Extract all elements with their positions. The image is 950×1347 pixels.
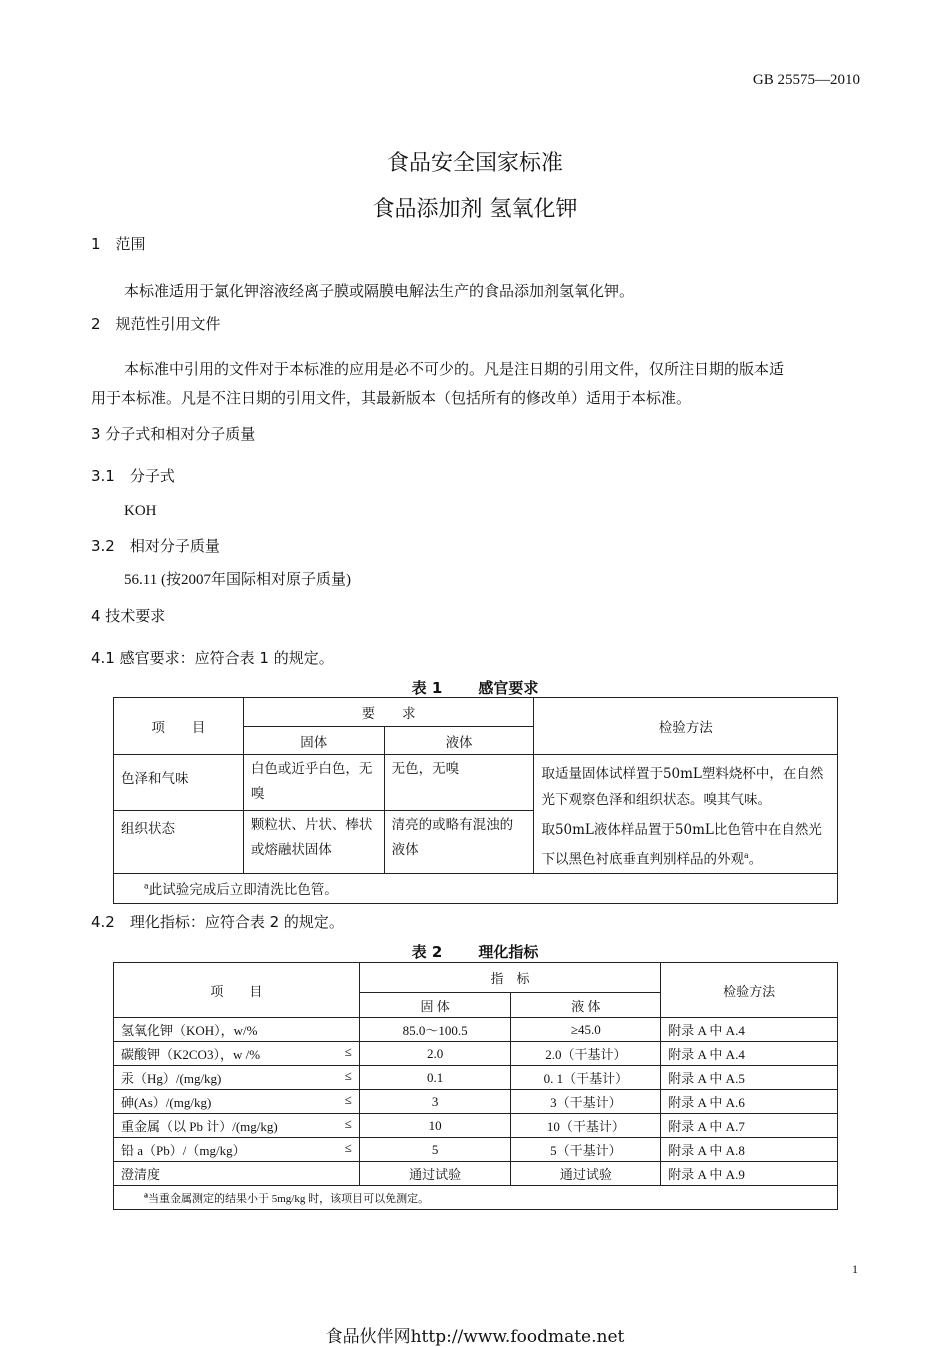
row-liquid: 10（干基计） [511,1114,661,1138]
row-item-cell [114,1138,360,1162]
lteq-sign: ≤ [344,1068,352,1083]
section-1-heading: 1 范围 [91,235,146,253]
table-1-method-solid: 取适量固体试样置于50mL塑料烧杯中，在自然光下观察色泽和组织状态。嗅其气味。 [541,766,824,808]
table-1-row1-item: 色泽和气味 [114,755,244,811]
table-row [114,1138,838,1162]
row-item-cell [114,1042,360,1066]
row-solid: 0.1 [359,1066,511,1090]
row-item-cell [114,1114,360,1138]
table-1-row1-solid: 白色或近乎白色，无嗅 [243,755,384,811]
table-1-caption [0,677,950,698]
table-1-header-solid: 固体 [243,727,384,755]
section-2-heading: 2 规范性引用文件 [91,315,221,333]
table-row [114,1162,838,1186]
row-item: 重金属（以 Pb 计）/(mg/kg) [121,1119,278,1134]
row-solid: 5 [359,1138,511,1162]
table-row [114,1114,838,1138]
section-4-1-heading: 4.1 感官要求：应符合表 1 的规定。 [91,649,334,667]
lteq-sign: ≤ [344,1116,352,1131]
table-2-footnote [114,1186,838,1210]
table-row [114,1066,838,1090]
section-3-1-heading: 3.1 分子式 [91,467,175,485]
row-method: 附录 A 中 A.6 [661,1090,838,1114]
table-1-header-item: 项 目 [114,698,244,755]
section-3-2-heading: 3.2 相对分子质量 [91,537,220,555]
row-liquid: ≥45.0 [511,1018,661,1042]
table-2-footnote-mark: a [144,1189,148,1199]
table-2-footnote-text: 当重金属测定的结果小于 5mg/kg 时，该项目可以免测定。 [148,1192,430,1205]
table-sensory-requirements [113,697,838,904]
table-1-row2-solid: 颗粒状、片状、棒状或熔融状固体 [243,811,384,873]
table-2-title: 理化指标 [478,943,539,961]
lteq-sign: ≤ [344,1044,352,1059]
table-1-title: 感官要求 [478,679,539,697]
row-method: 附录 A 中 A.4 [661,1018,838,1042]
table-1-footnote-text: 此试验完成后立即清洗比色管。 [148,882,338,898]
page-number: 1 [852,1262,858,1276]
table-1-number: 表 1 [411,679,443,697]
row-solid: 3 [359,1090,511,1114]
lteq-sign: ≤ [344,1140,352,1155]
table-2-caption [0,941,950,962]
table-1-footnote-mark: a [144,881,149,891]
table-2-header-solid: 固 体 [359,993,511,1018]
table-2-number: 表 2 [411,943,443,961]
row-liquid: 通过试验 [511,1162,661,1186]
section-3-heading: 3 分子式和相对分子质量 [91,425,256,443]
row-liquid: 0. 1（干基计） [511,1066,661,1090]
row-liquid: 2.0（干基计） [511,1042,661,1066]
row-item-cell [114,1090,360,1114]
row-item: 碳酸钾（K2CO3），w /% [121,1047,261,1062]
table-2-header-item: 项 目 [114,963,360,1018]
table-1-row1-liquid: 无色，无嗅 [384,755,534,811]
section-4-heading: 4 技术要求 [91,607,166,625]
document-subtitle: 食品添加剂 氢氧化钾 [372,197,578,222]
table-row [114,1042,838,1066]
table-2-header-liquid: 液 体 [511,993,661,1018]
table-physicochemical-indices [113,962,838,1210]
molecular-mass: 56.11 (按2007年国际相对原子质量) [124,572,351,588]
table-1-header-method: 检验方法 [534,698,838,755]
row-solid: 10 [359,1114,511,1138]
table-1-method-footnote-mark: a [743,851,749,860]
table-row [114,1018,838,1042]
row-item: 汞（Hg）/(mg/kg) [121,1071,222,1086]
table-2-header-index: 指 标 [359,963,661,993]
row-liquid: 5（干基计） [511,1138,661,1162]
document-title: 食品安全国家标准 [386,151,563,176]
standard-number: GB 25575—2010 [752,72,860,88]
section-2-text-line2: 用于本标准。凡是不注日期的引用文件，其最新版本（包括所有的修改单）适用于本标准。 [91,389,692,407]
section-4-2-heading: 4.2 理化指标：应符合表 2 的规定。 [91,913,344,931]
table-row [114,1090,838,1114]
row-item: 铅 a（Pb）/（mg/kg） [121,1143,246,1158]
row-method: 附录 A 中 A.7 [661,1114,838,1138]
table-1-header-requirement: 要 求 [243,698,534,727]
watermark-text: 食品伙伴网http://www.foodmate.net [325,1327,625,1347]
table-1-row2-item: 组织状态 [114,811,244,873]
row-method: 附录 A 中 A.8 [661,1138,838,1162]
row-solid: 2.0 [359,1042,511,1066]
table-1-footnote [114,873,838,903]
row-item: 氢氧化钾（KOH），w/% [114,1018,360,1042]
row-method: 附录 A 中 A.9 [661,1162,838,1186]
lteq-sign: ≤ [344,1092,352,1107]
row-item: 澄清度 [114,1162,360,1186]
row-item-cell [114,1066,360,1090]
row-solid: 85.0～100.5 [359,1018,511,1042]
row-solid: 通过试验 [359,1162,511,1186]
table-2-header-method: 检验方法 [661,963,838,1018]
row-method: 附录 A 中 A.4 [661,1042,838,1066]
row-item: 砷(As）/(mg/kg) [121,1095,212,1110]
table-1-method-liquid: 取50mL液体样品置于50mL比色管中在自然光下以黑色衬底垂直判别样品的外观 [541,822,822,868]
table-1-row2-liquid: 清亮的或略有混浊的液体 [384,811,534,873]
table-1-header-liquid: 液体 [384,727,534,755]
table-1-method-cell [534,755,838,874]
section-2-text-line1: 本标准中引用的文件对于本标准的应用是必不可少的。凡是注日期的引用文件，仅所注日期的版本适 [124,360,785,378]
row-method: 附录 A 中 A.5 [661,1066,838,1090]
molecular-formula: KOH [124,503,157,519]
row-liquid: 3（干基计） [511,1090,661,1114]
section-1-text: 本标准适用于氯化钾溶液经离子膜或隔膜电解法生产的食品添加剂氢氧化钾。 [124,282,635,300]
table-1-method-liquid-block: 取50mL液体样品置于50mL比色管中在自然光下以黑色衬底垂直判别样品的外观$^a$。 [541,822,822,868]
